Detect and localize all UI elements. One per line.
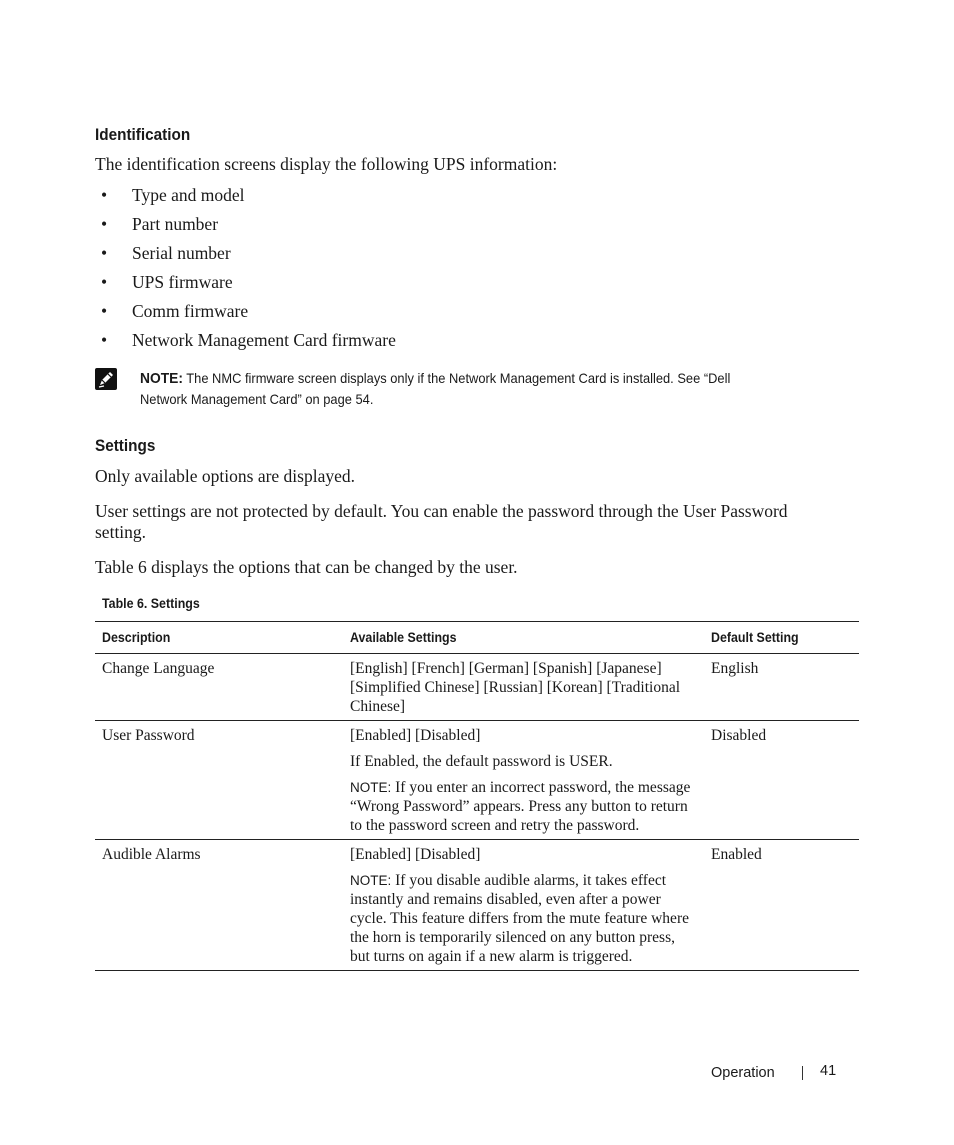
bullet: •: [101, 185, 108, 205]
cell-available: [343, 654, 704, 721]
bullet: •: [101, 301, 108, 321]
available-options: [Enabled] [Disabled]: [350, 727, 481, 744]
cell-note: [350, 871, 698, 966]
note-block: [140, 368, 802, 409]
list-item-text: Type and model: [132, 185, 245, 205]
cell-available: [343, 840, 704, 971]
cell-note-label: NOTE:: [350, 873, 392, 888]
bullet: •: [101, 243, 108, 263]
identification-intro: The identification screens display the following UPS information:: [95, 154, 558, 174]
note-text: The NMC firmware screen displays only if the Network Management Card is installed. See “Dell: [186, 370, 731, 386]
bullet: •: [101, 330, 108, 350]
table-caption: Table 6. Settings: [102, 596, 200, 611]
ups-info-list: [95, 185, 795, 359]
table-row: [95, 840, 859, 971]
bullet: •: [101, 214, 108, 234]
list-item-text: Serial number: [132, 243, 231, 263]
column-header-description: [95, 622, 343, 654]
note-label: NOTE:: [140, 370, 183, 387]
settings-para-3: Table 6 displays the options that can be changed by the user.: [95, 557, 518, 577]
table-header-row: [95, 622, 859, 654]
cell-note-text: If you enter an incorrect password, the message “Wrong Password” appears. Press any button to return to the password screen and retry the password.: [350, 779, 691, 834]
list-item: [95, 185, 795, 214]
cell-available: [343, 721, 704, 840]
available-detail: If Enabled, the default password is USER.: [350, 753, 613, 770]
cell-description: Change Language: [95, 654, 343, 721]
settings-table: [95, 621, 859, 971]
cell-description: User Password: [95, 721, 343, 840]
note-line-1: [140, 368, 802, 389]
settings-para-2: [95, 501, 855, 543]
page-number: 41: [820, 1063, 837, 1079]
available-options: [English] [French] [German] [Spanish] [Japanese] [Simplified Chinese] [Russian] [Korean] [Traditional Chinese]: [350, 660, 681, 715]
list-item-text: Part number: [132, 214, 219, 234]
list-item: [95, 330, 795, 359]
list-item: [95, 214, 795, 243]
cell-note-text: If you disable audible alarms, it takes effect instantly and remains disabled, even after a power cycle. This feature differs from the mute feature where the horn is temporarily silenced on any button press, but turns on again if a new alarm is triggered.: [350, 872, 689, 965]
identification-heading: Identification: [95, 125, 191, 144]
settings-para-1: Only available options are displayed.: [95, 466, 355, 486]
available-options: [Enabled] [Disabled]: [350, 846, 481, 863]
cell-note-label: NOTE:: [350, 780, 392, 795]
column-header-available: [343, 622, 704, 654]
column-header-label: Default Setting: [711, 629, 799, 645]
list-item-text: Comm firmware: [132, 301, 249, 321]
table-row: [95, 721, 859, 840]
settings-heading: Settings: [95, 436, 156, 455]
note-pencil-icon-svg: [95, 368, 117, 390]
bullet: •: [101, 272, 108, 292]
list-item-text: Network Management Card firmware: [132, 330, 396, 350]
table-row: [95, 654, 859, 721]
column-header-default: [704, 622, 859, 654]
column-header-label: Available Settings: [350, 629, 457, 645]
note-pencil-icon: [95, 368, 117, 390]
settings-para-2-line-2: setting.: [95, 522, 147, 542]
column-header-label: Description: [102, 629, 171, 645]
cell-description: Audible Alarms: [95, 840, 343, 971]
footer-section: Operation: [711, 1065, 775, 1081]
cell-note: [350, 778, 698, 835]
cell-default: Disabled: [704, 721, 859, 840]
settings-para-2-line-1: User settings are not protected by default. You can enable the password through the User Password: [95, 501, 788, 521]
list-item: [95, 243, 795, 272]
list-item-text: UPS firmware: [132, 272, 233, 292]
note-line-2: Network Management Card” on page 54.: [140, 391, 374, 407]
list-item: [95, 301, 795, 330]
cell-default: Enabled: [704, 840, 859, 971]
cell-default: English: [704, 654, 859, 721]
list-item: [95, 272, 795, 301]
footer-divider: [802, 1066, 803, 1080]
